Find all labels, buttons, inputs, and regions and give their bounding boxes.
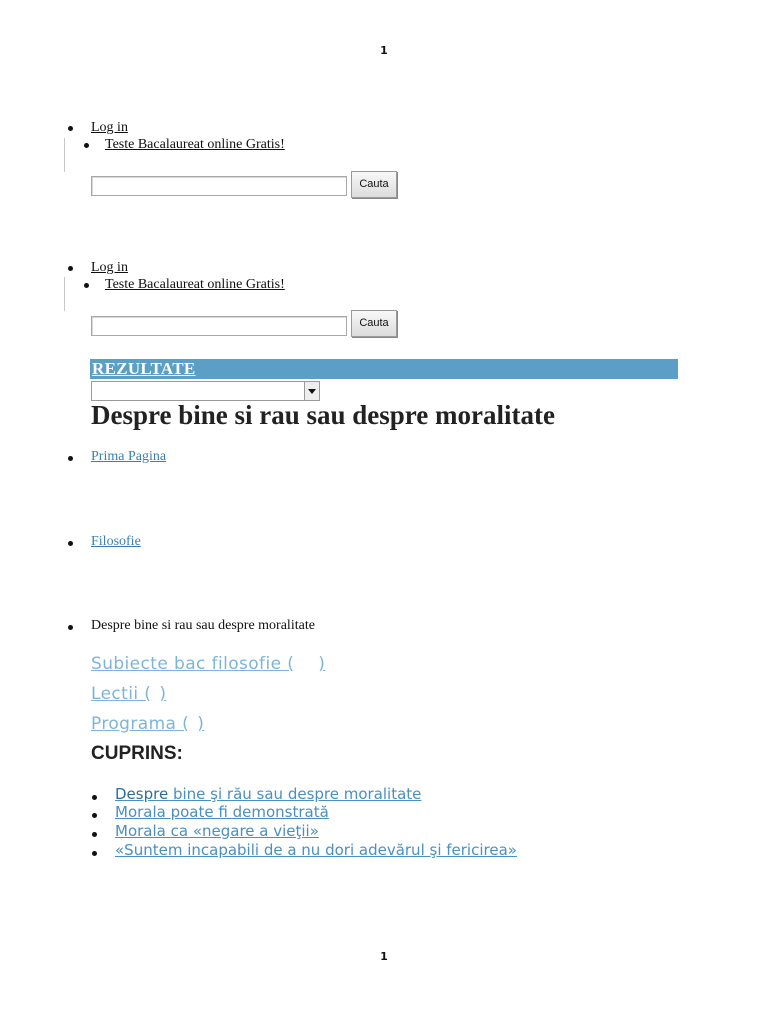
breadcrumb-prima-pagina[interactable]: Prima Pagina [91, 449, 167, 464]
teste-bac-link[interactable]: Teste Bacalaureat online Gratis! [105, 137, 285, 152]
page-number-bottom: 1 [380, 950, 388, 963]
link-close: ) [159, 684, 167, 704]
dropdown-arrow-icon [304, 382, 319, 400]
toc-item[interactable]: Morala poate fi demonstrată [115, 803, 329, 821]
bullet [92, 851, 97, 856]
page-title: Despre bine si rau sau despre moralitate [91, 400, 555, 430]
login-link[interactable]: Log in [91, 120, 128, 135]
cuprins-heading: CUPRINS: [91, 743, 183, 764]
search-button[interactable]: Cauta [351, 310, 397, 337]
bullet [92, 832, 97, 837]
link-close: ) [318, 654, 326, 674]
results-select[interactable] [91, 381, 320, 401]
toc-item[interactable]: «Suntem incapabili de a nu dori adevărul şi fericirea» [115, 841, 517, 859]
link-subiecte-bac[interactable] [91, 654, 325, 674]
search-input[interactable] [91, 316, 347, 336]
results-banner [90, 359, 678, 379]
divider [64, 138, 65, 172]
toc-item[interactable]: Morala ca «negare a vieţii» [115, 822, 319, 840]
login-link[interactable]: Log in [91, 260, 128, 275]
search-button[interactable]: Cauta [351, 171, 397, 198]
link-label: Lectii ( [91, 684, 152, 704]
bullet [84, 283, 89, 288]
bullet [68, 266, 73, 271]
link-label: Subiecte bac filosofie ( [91, 654, 295, 674]
bullet [84, 143, 89, 148]
bullet [68, 126, 73, 131]
link-label: Programa ( [91, 714, 190, 734]
link-lectii[interactable] [91, 684, 166, 704]
bullet [68, 625, 73, 630]
divider [64, 277, 65, 311]
bullet [68, 456, 73, 461]
page-number-top: 1 [380, 44, 388, 57]
breadcrumb-current: Despre bine si rau sau despre moralitate [91, 618, 315, 633]
bullet [92, 795, 97, 800]
link-close: ) [197, 714, 205, 734]
results-label[interactable]: REZULTATE [92, 359, 196, 378]
link-programa[interactable] [91, 714, 204, 734]
bullet [92, 813, 97, 818]
teste-bac-link[interactable]: Teste Bacalaureat online Gratis! [105, 277, 285, 292]
bullet [68, 541, 73, 546]
search-input[interactable] [91, 176, 347, 196]
toc-item[interactable]: Despre bine şi rău sau despre moralitate [115, 785, 422, 803]
breadcrumb-filosofie[interactable]: Filosofie [91, 534, 141, 549]
